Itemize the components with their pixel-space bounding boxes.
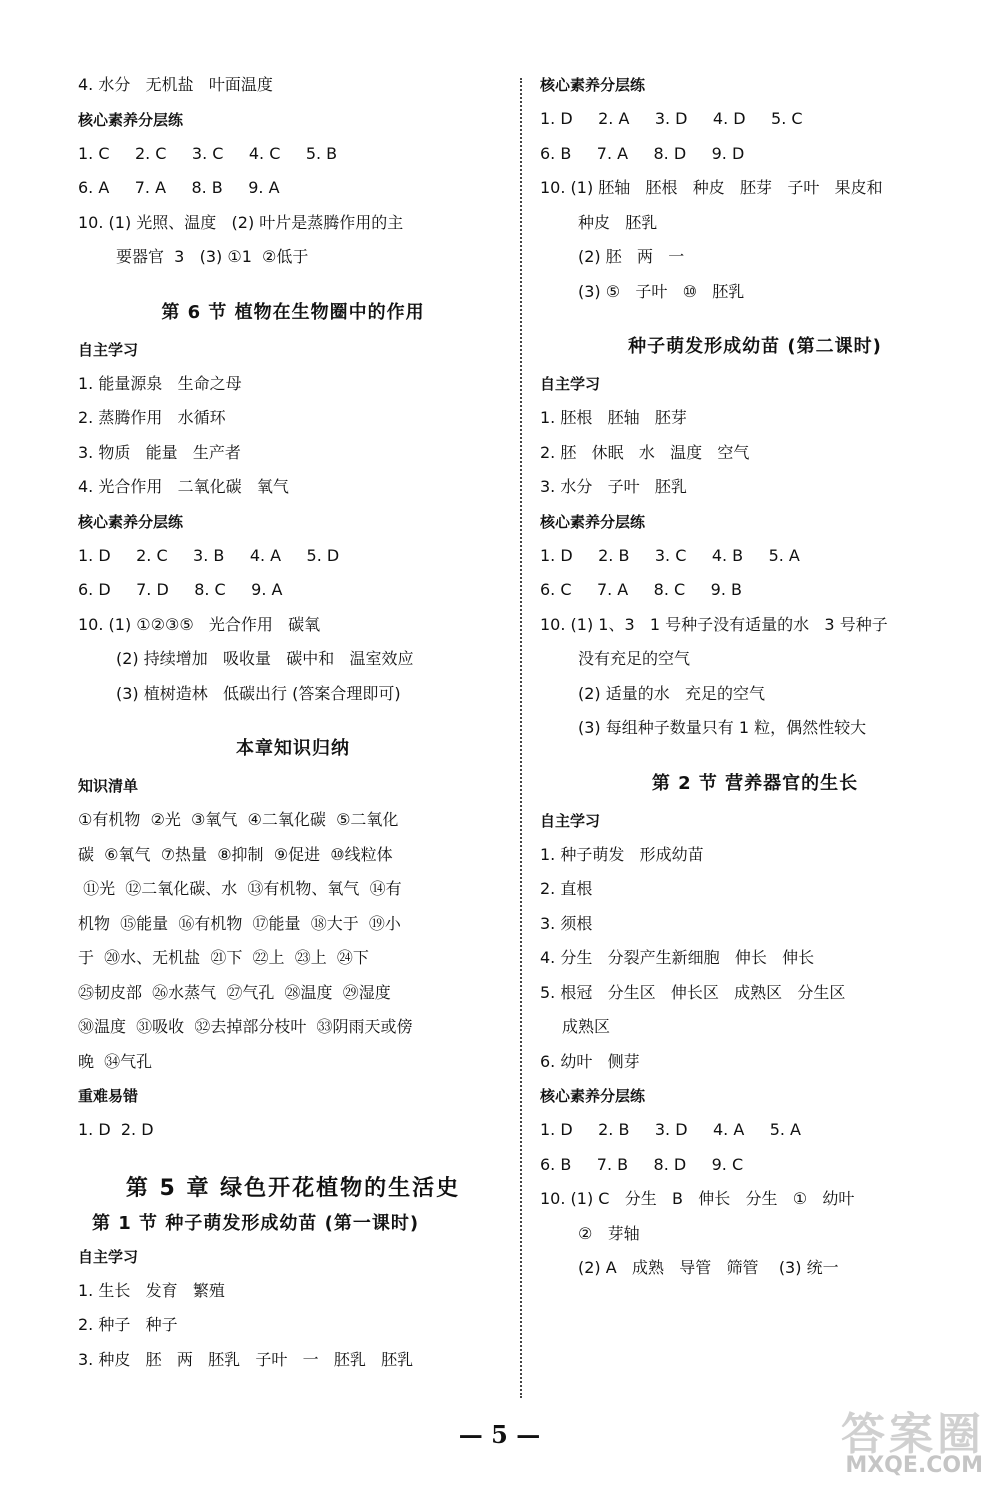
right-column (540, 68, 970, 1286)
answer-line: 1. 能量源泉 生命之母 (78, 373, 242, 393)
watermark-url: MXQE.COM (845, 1453, 983, 1478)
answer-line: 6. D 7. D 8. C 9. A (78, 580, 283, 599)
answer-line: ⑪光 ⑫二氧化碳、水 ⑬有机物、氧气 ⑭有 (78, 879, 402, 898)
section-label: 核心素养分层练 (540, 76, 646, 94)
answer-line: 种皮 胚乳 (578, 212, 658, 232)
answer-line: 没有充足的空气 (578, 649, 691, 668)
answer-line: ② 芽轴 (578, 1223, 640, 1243)
answer-line: 2. 直根 (540, 879, 593, 898)
section-title: 第 6 节 植物在生物圈中的作用 (161, 301, 425, 323)
answer-line: (2) 适量的水 充足的空气 (578, 683, 766, 703)
answer-line: 10. (1) 1、3 1 号种子没有适量的水 3 号种子 (540, 614, 888, 634)
answer-line: 1. 胚根 胚轴 胚芽 (540, 408, 687, 427)
answer-line: 6. B 7. A 8. D 9. D (540, 143, 745, 163)
watermark-logo-text: 答案圈 (841, 1409, 985, 1460)
answer-line: 4. 分生 分裂产生新细胞 伸长 伸长 (540, 948, 815, 967)
answer-line: 1. 生长 发育 繁殖 (78, 1280, 225, 1300)
answer-line: 1. C 2. C 3. C 4. C 5. B (78, 143, 338, 163)
answer-line: 要器官 3 (3) ①1 ②低于 (116, 247, 309, 266)
section-label: 自主学习 (78, 1247, 139, 1266)
answer-line: 6. B 7. B 8. D 9. C (540, 1154, 744, 1174)
answer-line: 1. D 2. D (78, 1120, 154, 1139)
answer-line: 4. 光合作用 二氧化碳 氧气 (78, 477, 289, 496)
answer-line: 1. D 2. C 3. B 4. A 5. D (78, 545, 340, 565)
answer-line: 1. D 2. B 3. C 4. B 5. A (540, 545, 800, 565)
answer-line: 碳 ⑥氧气 ⑦热量 ⑧抑制 ⑨促进 ⑩线粒体 (78, 844, 393, 864)
answer-line: 3. 须根 (540, 913, 593, 933)
answer-line: 机物 ⑮能量 ⑯有机物 ⑰能量 ⑱大于 ⑲小 (78, 913, 401, 933)
section-label: 核心素养分层练 (540, 512, 646, 531)
answer-line: 成熟区 (562, 1017, 611, 1036)
answer-line: ㉕韧皮部 ㉖水蒸气 ㉗气孔 ㉘温度 ㉙湿度 (78, 982, 391, 1002)
answer-line: 2. 胚 休眠 水 温度 空气 (540, 442, 750, 462)
answer-line: 3. 水分 子叶 胚乳 (540, 477, 687, 496)
section-label: 核心素养分层练 (78, 110, 184, 129)
answer-line: 10. (1) 胚轴 胚根 种皮 胚芽 子叶 果皮和 (540, 178, 883, 197)
watermark (795, 1398, 985, 1478)
section-title: 本章知识归纳 (236, 738, 350, 759)
answer-line: 2. 蒸腾作用 水循环 (78, 408, 226, 427)
answer-line: 1. 种子萌发 形成幼苗 (540, 844, 704, 864)
section-label: 自主学习 (540, 811, 601, 830)
answer-line: 4. 水分 无机盐 叶面温度 (78, 75, 273, 94)
section-title: 第 2 节 营养器官的生长 (651, 772, 859, 794)
section-label: 重难易错 (78, 1087, 139, 1105)
answer-line: 5. 根冠 分生区 伸长区 成熟区 分生区 (540, 982, 846, 1002)
answer-line: 6. A 7. A 8. B 9. A (78, 178, 280, 197)
answer-line: 于 ⑳水、无机盐 ㉑下 ㉒上 ㉓上 ㉔下 (78, 948, 369, 967)
answer-line: 10. (1) C 分生 B 伸长 分生 ① 幼叶 (540, 1189, 855, 1208)
answer-line: ①有机物 ②光 ③氧气 ④二氧化碳 ⑤二氧化 (78, 810, 399, 829)
answer-line: 2. 种子 种子 (78, 1315, 178, 1334)
answer-line: 3. 物质 能量 生产者 (78, 442, 241, 462)
page-number: — 5 — (458, 1420, 541, 1449)
section-label: 核心素养分层练 (540, 1087, 646, 1105)
answer-line: 6. 幼叶 侧芽 (540, 1051, 640, 1071)
section-label: 自主学习 (540, 375, 601, 393)
answer-line: (2) A 成熟 导管 筛管 (3) 统一 (578, 1258, 839, 1277)
column-divider (520, 78, 522, 1398)
answer-line: (2) 胚 两 一 (578, 247, 685, 266)
left-column (78, 68, 508, 1377)
answer-line: 10. (1) ①②③⑤ 光合作用 碳氧 (78, 614, 321, 634)
answer-line: 10. (1) 光照、温度 (2) 叶片是蒸腾作用的主 (78, 212, 404, 232)
answer-line: 3. 种皮 胚 两 胚乳 子叶 一 胚乳 胚乳 (78, 1349, 414, 1369)
answer-line: (3) 每组种子数量只有 1 粒，偶然性较大 (578, 718, 867, 737)
answer-line: 1. D 2. A 3. D 4. D 5. C (540, 109, 803, 128)
answer-line: (3) 植树造林 低碳出行 (答案合理即可) (116, 683, 401, 703)
section-label: 知识清单 (78, 777, 139, 795)
section-title: 种子萌发形成幼苗 (第二课时) (628, 336, 882, 357)
answer-line: (3) ⑤ 子叶 ⑩ 胚乳 (578, 281, 745, 301)
subsection-title: 第 1 节 种子萌发形成幼苗 (第一课时) (92, 1212, 420, 1234)
chapter-title: 第 5 章 绿色开花植物的生活史 (125, 1175, 461, 1201)
section-label: 自主学习 (78, 340, 139, 359)
section-label: 核心素养分层练 (78, 512, 184, 531)
answer-line: (2) 持续增加 吸收量 碳中和 温室效应 (116, 649, 414, 668)
answer-line: 晚 ㉞气孔 (78, 1051, 153, 1071)
answer-line: 1. D 2. B 3. D 4. A 5. A (540, 1120, 801, 1139)
answer-line: ㉚温度 ㉛吸收 ㉜去掉部分枝叶 ㉝阴雨天或傍 (78, 1017, 413, 1036)
answer-line: 6. C 7. A 8. C 9. B (540, 580, 742, 599)
